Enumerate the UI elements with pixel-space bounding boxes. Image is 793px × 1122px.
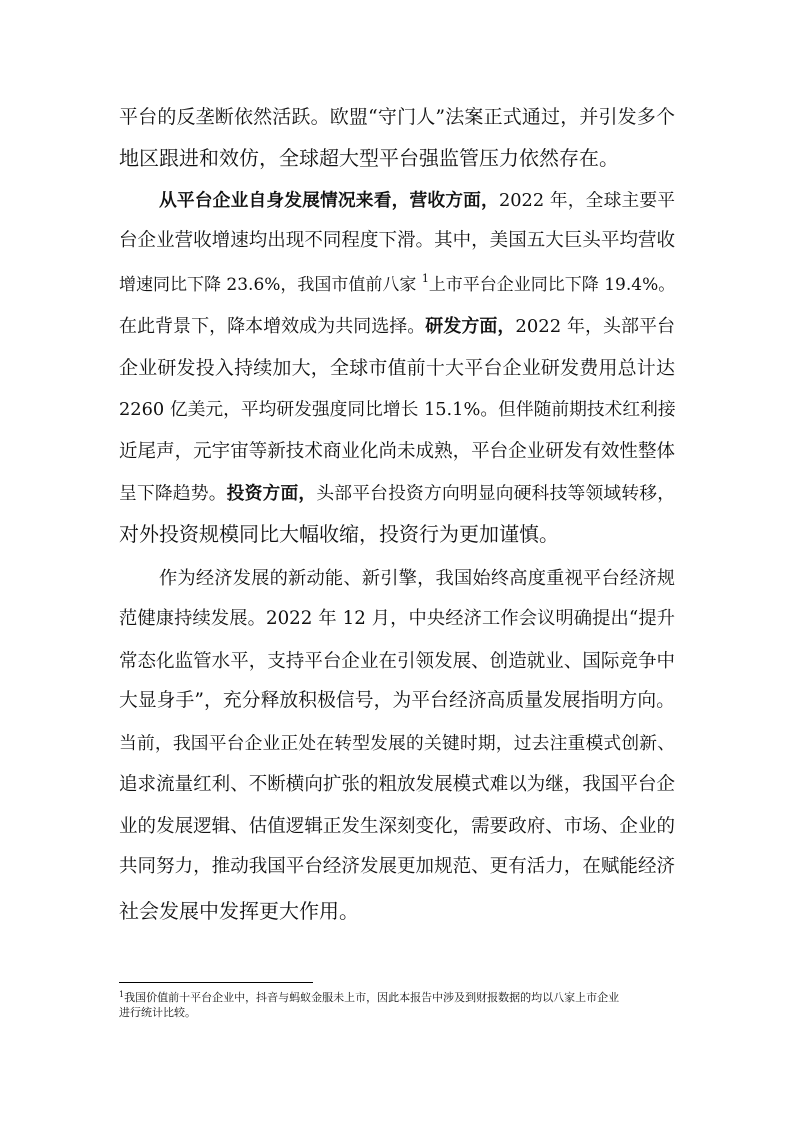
paragraph-3-line-9: 社会发展中发挥更大作用。 [119, 899, 359, 923]
paragraph-2-line-1: 从平台企业自身发展情况来看，营收方面，2022 年，全球主要平 [159, 190, 675, 211]
paragraph-2-line-2: 台企业营收增速均出现不同程度下滑。其中，美国五大巨头平均营收 [119, 230, 675, 251]
footnote-line-1: $^1$我国价值前十平台企业中，抖音与蚂蚁金服未上市，因此本报告中涉及到财报数据的均以八家上市企业 [119, 990, 620, 1004]
paragraph-3-line-2: 范健康持续发展。2022 年 12 月，中央经济工作会议明确提出“提升 [119, 608, 675, 629]
paragraph-3-line-7: 业的发展逻辑、估值逻辑正发生深刻变化，需要政府、市场、企业的 [119, 816, 675, 837]
footnote-reference: 1 [421, 272, 429, 285]
paragraph-3-line-4: 大显身手”，充分释放积极信号，为平台经济高质量发展指明方向。 [119, 690, 675, 711]
bold-subheading-rd: 研发方面， [425, 316, 516, 337]
paragraph-1-line-2: 地区跟进和效仿，全球超大型平台强监管压力依然存在。 [119, 146, 619, 170]
footnote-separator [119, 982, 313, 983]
paragraph-2-line-8: 呈下降趋势。投资方面，头部平台投资方向明显向硬科技等领域转移， [119, 483, 675, 504]
paragraph-3-line-1: 作为经济发展的新动能、新引擎，我国始终高度重视平台经济规 [159, 568, 675, 589]
paragraph-2-line-6: 2260 亿美元，平均研发强度同比增长 15.1%。但伴随前期技术红利接 [119, 400, 676, 420]
paragraph-2-line-9: 对外投资规模同比大幅收缩，投资行为更加谨慎。 [119, 522, 559, 546]
bold-subheading-investment: 投资方面， [226, 483, 317, 504]
paragraph-3-line-8: 共同努力，推动我国平台经济发展更加规范、更有活力，在赋能经济 [119, 856, 675, 877]
paragraph-1-line-1: 平台的反垄断依然活跃。欧盟“守门人”法案正式通过，并引发多个 [119, 106, 675, 128]
paragraph-2-line-5: 企业研发投入持续加大，全球市值前十大平台企业研发费用总计达 [119, 357, 675, 379]
footnote-marker: 1 [119, 990, 125, 999]
footnote-line-2: 进行统计比较。 [119, 1006, 196, 1019]
paragraph-2-line-7: 近尾声，元宇宙等新技术商业化尚未成熟，平台企业研发有效性整体 [119, 441, 675, 462]
paragraph-2-line-3: 增速同比下降 23.6%，我国市值前八家 $^1$上市平台企业同比下降 19.4%。 [119, 272, 676, 295]
paragraph-2-line-4: 在此背景下，降本增效成为共同选择。研发方面，2022 年，头部平台 [119, 316, 676, 337]
paragraph-3-line-5: 当前，我国平台企业正处在转型发展的关键时期，过去注重模式创新、 [119, 734, 675, 754]
bold-lead-in: 从平台企业自身发展情况来看，营收方面， [159, 190, 499, 211]
paragraph-3-line-3: 常态化监管水平，支持平台企业在引领发展、创造就业、国际竞争中 [119, 651, 675, 672]
paragraph-3-line-6: 追求流量红利、不断横向扩张的粗放发展模式难以为继，我国平台企 [119, 774, 675, 795]
